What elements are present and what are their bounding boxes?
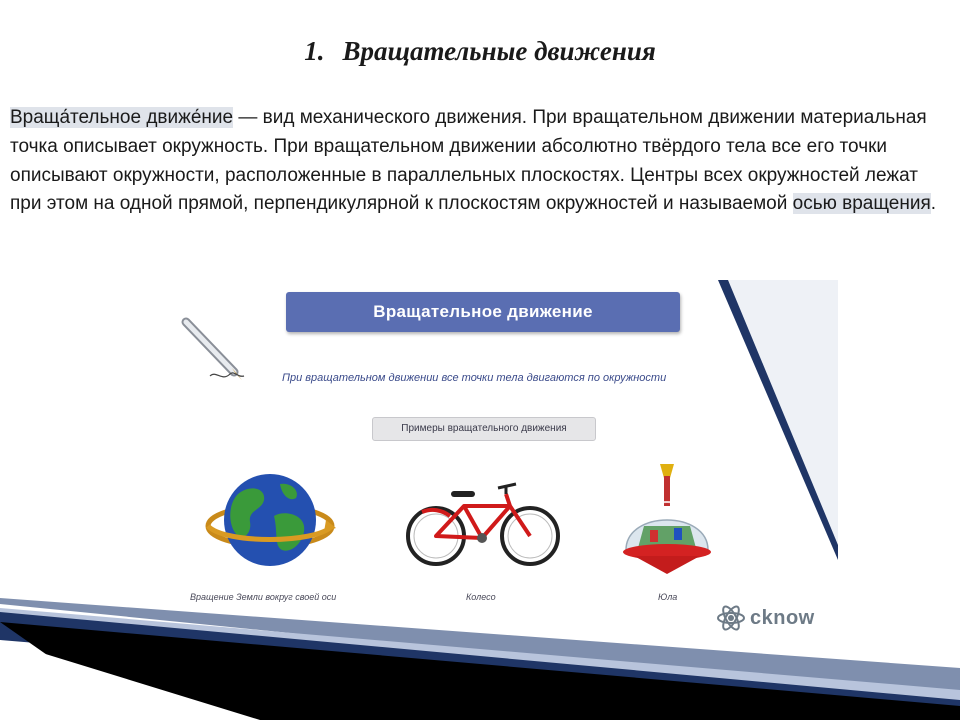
- axis-link[interactable]: осью вращения: [792, 193, 931, 215]
- logo-text: cknow: [750, 606, 815, 629]
- definition-paragraph: [10, 104, 940, 219]
- examples-title: Примеры вращательного движения: [372, 417, 596, 441]
- bicycle-icon: [402, 472, 564, 572]
- illustration-panel: [160, 280, 840, 640]
- example-wheel-label: Колесо: [466, 592, 496, 602]
- slide-title: [0, 36, 960, 67]
- spinning-top-icon: [620, 464, 714, 584]
- definition-end: .: [930, 193, 937, 215]
- title-text: Вращательные движения: [342, 36, 656, 66]
- example-top-label: Юла: [658, 592, 678, 602]
- title-number: 1.: [304, 36, 325, 66]
- banner-heading: Вращательное движение: [286, 292, 680, 332]
- earth-icon: [204, 470, 344, 580]
- definition-text: — вид механического движения. При вращательном движении материальная точка описывает окружность. При вращательном движении абсолютно твёрдого тела все его точки описывают окружности, расположенные в параллельных плоскостях. Центры всех окружностей лежат при этом на одной прямой, перпендикулярной к плоскостям окружностей и называемой: [10, 107, 927, 215]
- cknow-logo: [716, 603, 815, 633]
- term-link[interactable]: Враща́тельное движе́ние: [10, 107, 234, 128]
- atom-icon: [716, 603, 746, 633]
- pen-icon: [176, 316, 252, 388]
- caption-text: При вращательном движении все точки тела двигаются по окружности: [282, 372, 667, 384]
- example-earth-label: Вращение Земли вокруг своей оси: [190, 592, 337, 602]
